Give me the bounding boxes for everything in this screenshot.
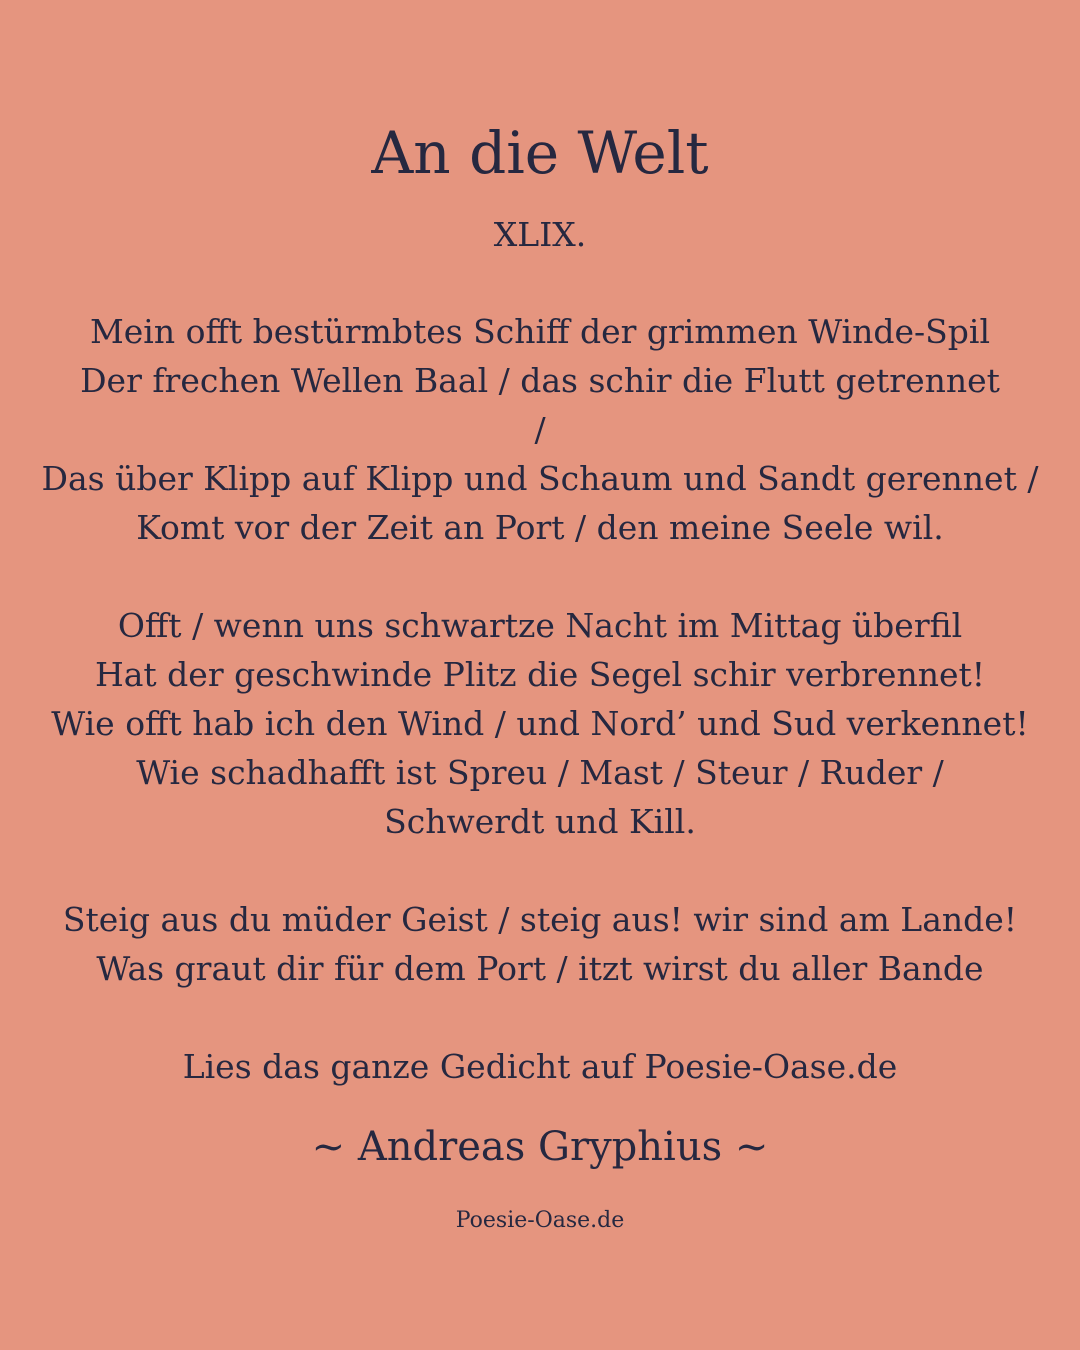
poem-line: Steig aus du müder Geist / steig aus! wir sind am Lande! (62, 900, 1018, 939)
poem-author: ~ Andreas Gryphius ~ (311, 1124, 769, 1170)
poem-line: Mein offt bestürmbtes Schiff der grimmen Winde-Spil (89, 312, 991, 351)
poem-body (30, 307, 1050, 1091)
poem-line: Komt vor der Zeit an Port / den meine Seele wil. (136, 508, 944, 547)
stanza-gap (30, 993, 1050, 1042)
poem-line: Der frechen Wellen Baal / das schir die Flutt getrennet (80, 361, 1000, 400)
poem-line: Wie schadhafft ist Spreu / Mast / Steur / Ruder / (136, 753, 944, 792)
stanza-2 (30, 601, 1050, 846)
poem-line: Was graut dir für dem Port / itzt wirst du aller Bande (96, 949, 984, 988)
poem-line: Das über Klipp auf Klipp und Schaum und Sandt gerennet / (41, 459, 1039, 498)
poem-line: Schwerdt und Kill. (384, 802, 696, 841)
poem-line: / (534, 410, 546, 449)
read-full-poem-text: Lies das ganze Gedicht auf Poesie-Oase.de (182, 1047, 898, 1086)
poem-line: Offt / wenn uns schwartze Nacht im Mittag überfil (117, 606, 963, 645)
stanza-gap (30, 552, 1050, 601)
poem-title: An die Welt (371, 119, 709, 187)
stanza-gap (30, 846, 1050, 895)
poem-number: XLIX. (493, 215, 587, 254)
stanza-3 (30, 895, 1050, 993)
site-name: Poesie-Oase.de (455, 1208, 625, 1233)
poem-line: Wie offt hab ich den Wind / und Nord’ und Sud verkennet! (51, 704, 1029, 743)
stanza-1 (30, 307, 1050, 552)
poem-line: Hat der geschwinde Plitz die Segel schir verbrennet! (94, 655, 986, 694)
